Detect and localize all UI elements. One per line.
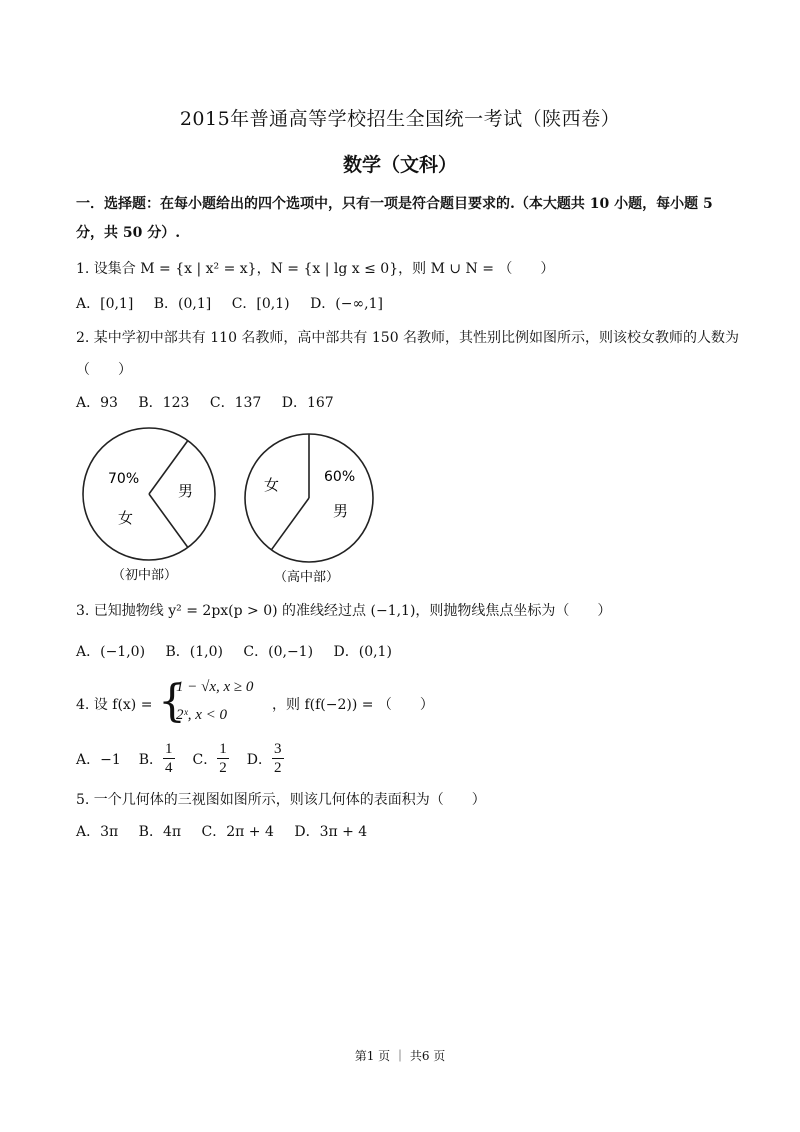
question-4-case-2: 2ˣ, x < 0 — [176, 707, 228, 723]
junior-pie-female-label: 女 — [118, 509, 134, 527]
question-5-option-b: B．4π — [138, 824, 182, 840]
exam-subtitle: 数学（文科） — [342, 154, 457, 176]
question-3-options — [76, 641, 408, 661]
question-4-option-b-label: B． — [138, 751, 164, 768]
question-4-case-1: 1 − √x, x ≥ 0 — [176, 679, 254, 695]
question-4-option-c-label: C． — [192, 751, 218, 768]
fraction-numerator: 1 — [219, 741, 227, 757]
question-2-option-d: D．167 — [281, 395, 334, 411]
senior-pie-caption: （高中部） — [274, 570, 340, 585]
senior-pie-pct: 60% — [324, 469, 356, 485]
fraction-denominator: 4 — [165, 760, 173, 776]
question-1-stem: 1. 设集合 M = {x | x² = x}，N = {x | lg x ≤ 0}，则 M ∪ N = （ ） — [76, 261, 555, 277]
question-3-option-a: A．(−1,0) — [76, 644, 146, 660]
page-footer: 第1 页 ｜ 共6 页 — [354, 1049, 446, 1063]
junior-pie-caption: （初中部） — [112, 568, 178, 583]
fraction-denominator: 2 — [274, 760, 282, 776]
question-2-figure — [76, 420, 396, 590]
fraction-denominator: 2 — [219, 760, 227, 776]
question-2-option-b: B．123 — [138, 395, 190, 411]
question-2-stem: 2. 某中学初中部共有 110 名教师，高中部共有 150 名教师，其性别比例如图所示，则该校女教师的人数为 — [76, 330, 740, 346]
question-3-option-c: C．(0,−1) — [243, 644, 314, 660]
question-4-option-b-fraction — [163, 740, 175, 777]
question-2-option-c: C．137 — [209, 395, 262, 411]
question-4-option-c-fraction — [217, 740, 229, 777]
exam-title: 2015年普通高等学校招生全国统一考试（陕西卷） — [179, 108, 621, 130]
senior-pie-divider-2 — [271, 498, 309, 550]
question-4-option-d-label: D． — [246, 751, 272, 768]
question-1-option-d: D．(−∞,1] — [310, 296, 383, 312]
question-5-options — [76, 821, 383, 841]
question-1-option-a: A．[0,1] — [76, 296, 134, 312]
fraction-numerator: 3 — [274, 741, 282, 757]
question-3-stem: 3. 已知抛物线 y² = 2px(p > 0) 的准线经过点 (−1,1)，则抛物线焦点坐标为（ ） — [76, 603, 612, 619]
question-1-option-b: B．(0,1] — [153, 296, 212, 312]
senior-pie — [245, 434, 373, 585]
question-4-prefix: 4. 设 f(x) = — [76, 697, 153, 713]
question-3-option-d: D．(0,1) — [333, 644, 392, 660]
question-2-stem-tail: （ ） — [76, 362, 132, 378]
question-2-options — [76, 392, 350, 412]
question-1-options — [76, 293, 399, 313]
junior-pie-divider-2 — [149, 494, 188, 547]
question-5-option-d: D．3π + 4 — [294, 824, 368, 840]
junior-pie — [83, 428, 215, 583]
question-2-option-a: A．93 — [76, 395, 118, 411]
section-heading: 一．选择题：在每小题给出的四个选项中，只有一项是符合题目要求的.（本大题共 10 小题，每小题 5 分，共 50 分）. — [76, 196, 713, 241]
question-4-option-a: A．−1 — [76, 751, 121, 768]
question-4-options — [76, 740, 284, 777]
junior-pie-pct: 70% — [108, 471, 140, 487]
question-1-option-c: C．[0,1) — [231, 296, 290, 312]
senior-pie-female-label: 女 — [264, 476, 280, 494]
junior-pie-male-label: 男 — [178, 482, 194, 500]
question-5-option-a: A．3π — [76, 824, 119, 840]
question-4-brace: { — [158, 676, 186, 727]
senior-pie-male-label: 男 — [333, 502, 349, 520]
question-4-option-d-fraction — [272, 740, 284, 777]
question-4-suffix: ，则 f(f(−2)) = （ ） — [272, 697, 434, 713]
question-3-option-b: B．(1,0) — [165, 644, 223, 660]
fraction-numerator: 1 — [165, 741, 173, 757]
question-5-option-c: C．2π + 4 — [201, 824, 274, 840]
question-5-stem: 5. 一个几何体的三视图如图所示，则该几何体的表面积为（ ） — [76, 792, 486, 808]
